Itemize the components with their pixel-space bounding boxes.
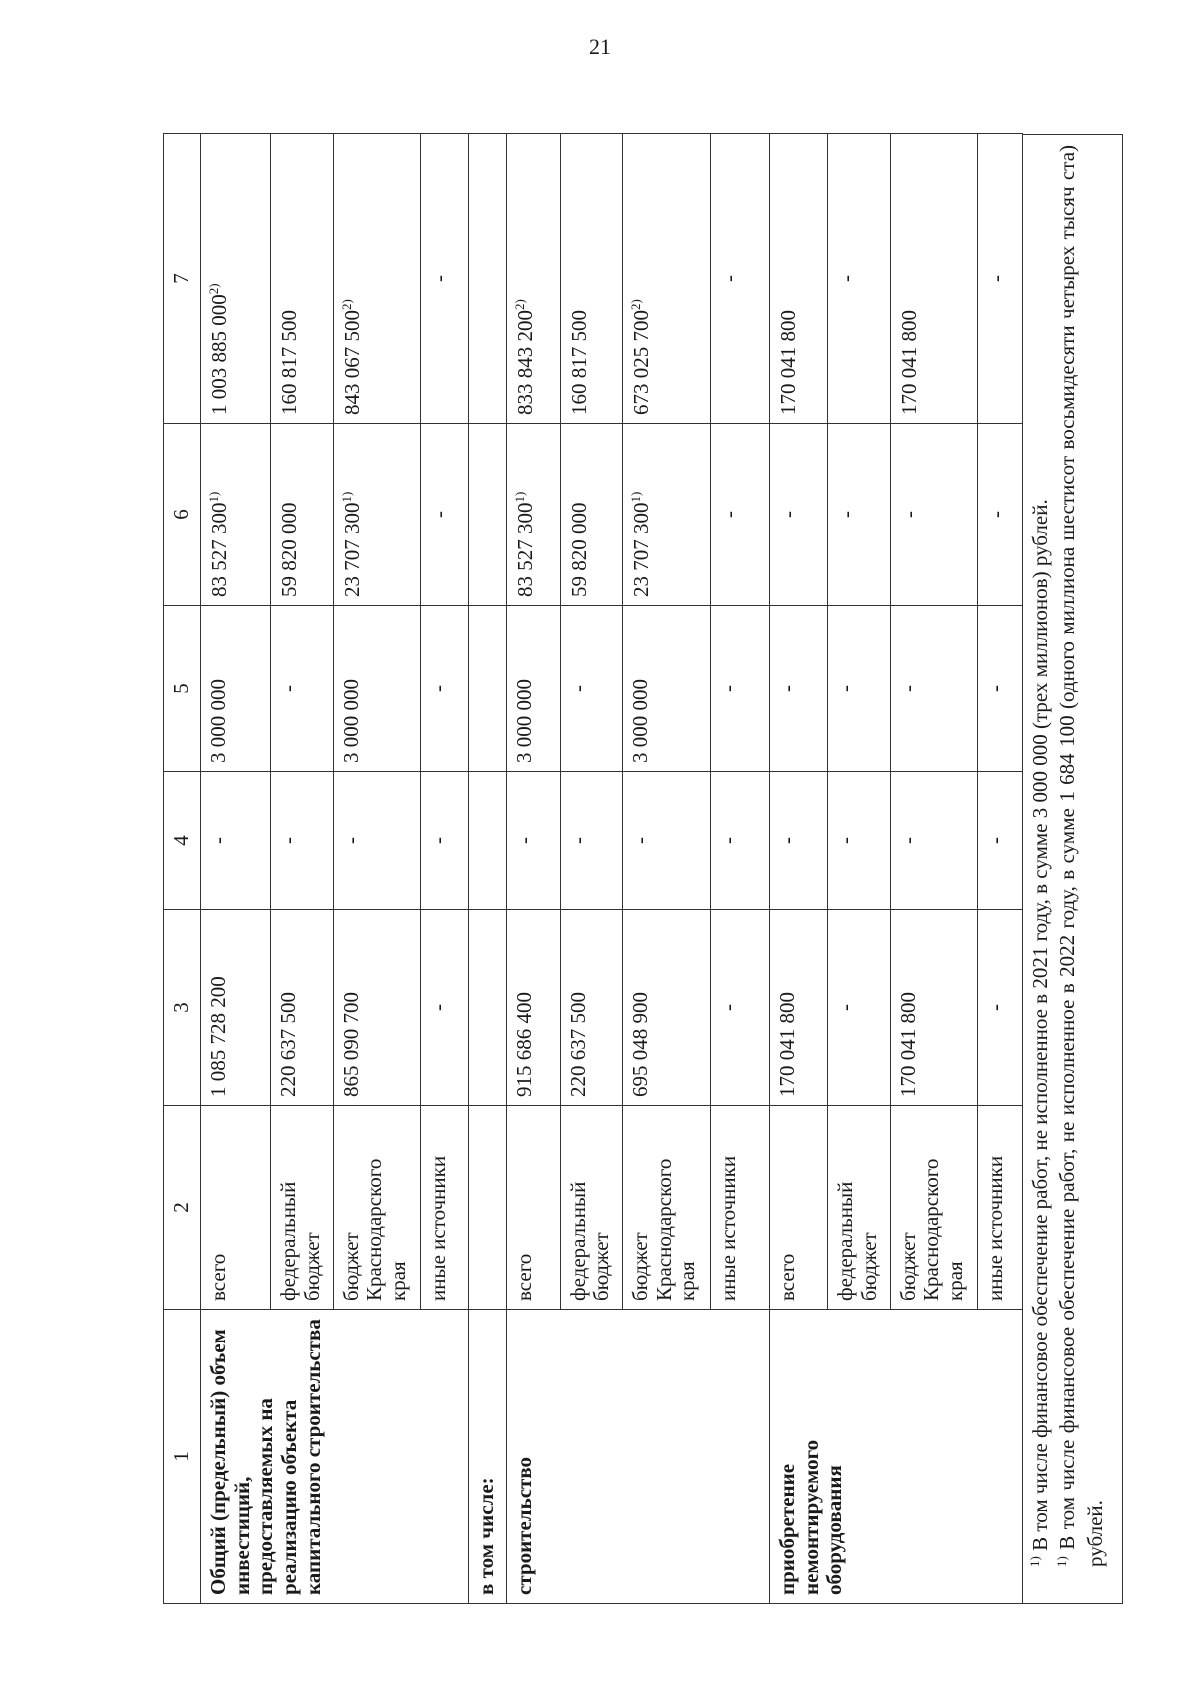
footnote-marker: 1): [1027, 1556, 1042, 1567]
value-cell: 843 067 500$^{2)}$: [333, 134, 420, 424]
footnote-1: $^{1)}$ В том числе финансовое обеспечение работ, не исполненное в 2021 году, в сумме 3 000 000 (трех миллионов) рублей.: [1027, 499, 1052, 1567]
footnote-ref: 2): [628, 299, 644, 310]
header-cell: 6: [164, 424, 201, 606]
value-cell: 83 527 300$^{1)}$: [506, 424, 560, 606]
value-cell: 170 041 800: [890, 910, 977, 1106]
value-cell: -: [421, 134, 469, 424]
value-cell: 59 820 000: [271, 424, 333, 606]
value-cell: -: [710, 772, 769, 910]
subheader-label: в том числе:: [468, 1310, 506, 1604]
value-cell: 865 090 700: [333, 910, 420, 1106]
value-cell: 220 637 500: [271, 910, 333, 1106]
value-cell: -: [978, 606, 1023, 772]
value-cell: 1 085 728 200: [201, 910, 271, 1106]
footnote-ref: 1): [206, 491, 222, 503]
value-cell: 160 817 500: [560, 134, 622, 424]
header-cell: 7: [164, 134, 201, 424]
value-cell: -: [828, 606, 890, 772]
header-cell: 5: [164, 606, 201, 772]
table-row: [201, 134, 271, 1604]
value-cell: 23 707 300$^{1)}$: [623, 424, 710, 606]
empty-cell: [468, 910, 506, 1106]
value-cell: -: [890, 424, 977, 606]
empty-cell: [468, 134, 506, 424]
value-cell: -: [333, 772, 420, 910]
source-cell: иные источники: [978, 1106, 1023, 1310]
value-cell: -: [978, 424, 1023, 606]
value-cell: -: [506, 772, 560, 910]
value-cell: -: [271, 606, 333, 772]
rotated-table-block: [163, 134, 1123, 1604]
value-cell: 220 637 500: [560, 910, 622, 1106]
empty-cell: [468, 772, 506, 910]
empty-cell: [468, 1106, 506, 1310]
value-cell: -: [560, 606, 622, 772]
source-cell: иные источники: [710, 1106, 769, 1310]
value-cell: -: [271, 772, 333, 910]
value-cell: -: [828, 910, 890, 1106]
value-cell: -: [710, 134, 769, 424]
value-cell: -: [710, 910, 769, 1106]
table-row: [506, 134, 560, 1604]
value-cell: 160 817 500: [271, 134, 333, 424]
value-cell: -: [828, 772, 890, 910]
footnote-ref: 1): [338, 491, 354, 503]
value-cell: -: [710, 424, 769, 606]
value-cell: -: [623, 772, 710, 910]
value-cell: -: [201, 772, 271, 910]
value-cell: -: [978, 134, 1023, 424]
group-label: Общий (предельный) объем инвестиций, предоставляемых на реализацию объекта капитального строительства: [201, 1310, 468, 1604]
value-cell: 170 041 800: [770, 134, 828, 424]
value-cell: 59 820 000: [560, 424, 622, 606]
value-cell: 673 025 700$^{2)}$: [623, 134, 710, 424]
source-cell: всего: [201, 1106, 271, 1310]
investment-table: [163, 133, 1023, 1604]
value-cell: -: [978, 772, 1023, 910]
source-cell: бюджет Краснодарского края: [890, 1106, 977, 1310]
header-cell: 2: [164, 1106, 201, 1310]
header-cell: 1: [164, 1310, 201, 1604]
value-cell: 83 527 300$^{1)}$: [201, 424, 271, 606]
value-cell: 695 048 900: [623, 910, 710, 1106]
footnote-ref: 2): [511, 299, 527, 310]
value-cell: -: [978, 910, 1023, 1106]
source-cell: всего: [770, 1106, 828, 1310]
group-label: приобретение немонтируемого оборудования: [770, 1310, 1023, 1604]
source-cell: всего: [506, 1106, 560, 1310]
value-cell: 833 843 200$^{2)}$: [506, 134, 560, 424]
source-cell: федеральный бюджет: [828, 1106, 890, 1310]
footnote-ref: 1): [511, 491, 527, 503]
value-cell: -: [421, 772, 469, 910]
value-cell: 3 000 000: [201, 606, 271, 772]
source-cell: бюджет Краснодарского края: [623, 1106, 710, 1310]
page-number: 21: [589, 34, 611, 59]
value-cell: -: [421, 910, 469, 1106]
header-cell: 3: [164, 910, 201, 1106]
footnote-ref: 2): [206, 283, 222, 295]
value-cell: -: [421, 424, 469, 606]
value-cell: 1 003 885 000$^{2)}$: [201, 134, 271, 424]
value-cell: -: [770, 772, 828, 910]
header-row: [164, 134, 201, 1604]
value-cell: 170 041 800: [890, 134, 977, 424]
footnote-marker: 1): [1054, 1556, 1070, 1567]
footnotes: [1023, 134, 1123, 1604]
value-cell: 915 686 400: [506, 910, 560, 1106]
value-cell: 3 000 000: [506, 606, 560, 772]
value-cell: -: [828, 134, 890, 424]
footnote-ref: 2): [338, 299, 354, 310]
value-cell: -: [770, 424, 828, 606]
table-row: [770, 134, 828, 1604]
source-cell: бюджет Краснодарского края: [333, 1106, 420, 1310]
group-label: строительство: [506, 1310, 769, 1604]
footnote-2: $^{1)}$ В том числе финансовое обеспечение работ, не исполненное в 2022 году, в сумме 1 684 100 (одного миллиона шестисот восьмидесяти четырех тысяч ста) рублей.: [1054, 144, 1107, 1567]
value-cell: 23 707 300$^{1)}$: [333, 424, 420, 606]
value-cell: -: [710, 606, 769, 772]
value-cell: -: [770, 606, 828, 772]
source-cell: федеральный бюджет: [271, 1106, 333, 1310]
empty-cell: [468, 424, 506, 606]
value-cell: 3 000 000: [333, 606, 420, 772]
source-cell: иные источники: [421, 1106, 469, 1310]
value-cell: -: [421, 606, 469, 772]
value-cell: -: [828, 424, 890, 606]
subheader-row: [468, 134, 506, 1604]
value-cell: -: [890, 606, 977, 772]
value-cell: -: [890, 772, 977, 910]
value-cell: -: [560, 772, 622, 910]
header-cell: 4: [164, 772, 201, 910]
value-cell: 170 041 800: [770, 910, 828, 1106]
empty-cell: [468, 606, 506, 772]
source-cell: федеральный бюджет: [560, 1106, 622, 1310]
value-cell: 3 000 000: [623, 606, 710, 772]
footnote-ref: 1): [628, 491, 644, 503]
